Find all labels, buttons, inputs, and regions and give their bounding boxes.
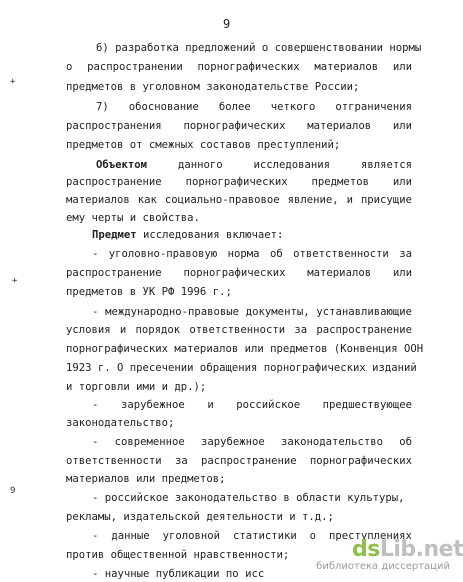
text-line [66,176,412,189]
text-segment: материалов [66,194,130,206]
text-segment: против общественной нравственности; [66,549,290,561]
text-line [66,511,412,524]
bold-term: Предмет [92,229,137,241]
text-segment: предметов от смежных составов преступлений; [66,139,341,151]
text-segment: порнографических [183,267,286,279]
text-segment: условия [66,324,111,336]
text-segment: распространение [200,455,297,467]
text-segment: или [392,176,412,188]
text-segment: материалов [307,120,372,132]
text-segment: ответственности [189,324,286,336]
text-segment: - [92,399,99,411]
text-line [66,120,412,133]
text-segment: распространение [66,267,162,279]
text-line [92,229,412,242]
text-line [66,81,412,94]
text-segment: законодательство; [66,417,175,429]
text-segment: устанавливающие [316,306,412,318]
text-segment: зарубежное [200,436,265,448]
text-line [96,101,412,114]
text-line [66,324,412,337]
text-segment: - [92,568,99,580]
text-segment: порнографических материалов или предметов (Конвенция ООН [66,343,424,355]
text-segment: присущие [360,194,412,206]
watermark-subtitle: библиотека диссертаций [316,561,450,572]
text-segment: об [269,248,283,260]
text-segment: ответственности [293,248,389,260]
text-segment: предметов в уголовном законодательстве России; [66,81,360,93]
page-number: 9 [223,17,231,31]
text-line [96,159,412,172]
text-segment: статистики [232,530,297,542]
margin-mark: + [12,276,18,286]
text-line [96,42,422,55]
text-segment: - [92,248,99,260]
text-segment: рекламы, издательской деятельности и т.д.; [66,511,334,523]
text-segment: предметов [311,176,369,188]
text-segment: отграничения [335,101,412,113]
text-segment: Предмет исследования включает: [92,229,284,241]
text-segment: распространение [316,324,412,336]
text-segment: предметов в УК РФ 1996 г.; [66,286,232,298]
text-line [92,399,412,412]
text-segment: материалов [314,61,379,73]
text-line [66,286,412,299]
text-segment: за [294,324,308,336]
text-segment: порядок [135,324,181,336]
text-segment: российское [236,399,301,411]
text-segment: научные публикации по исс [104,568,265,580]
text-line [66,194,412,207]
text-segment: - [92,492,99,504]
text-segment: или [392,120,412,132]
text-line [66,267,412,280]
text-segment: 6) разработка предложений о совершенствовании нормы [96,42,422,54]
text-segment: современное [114,436,185,448]
text-line [66,362,417,375]
text-segment: данные [111,530,150,542]
text-segment: исследования [253,159,331,171]
text-segment: - [92,530,99,542]
text-line [66,417,412,430]
text-segment: законодательство [280,436,384,448]
text-segment: обоснование [128,101,199,113]
text-segment: и [207,399,214,411]
text-segment: материалов [307,267,372,279]
text-segment: за [174,455,188,467]
text-line [92,492,412,505]
text-segment: о [66,61,73,73]
dslib-watermark [316,537,463,582]
text-segment: преступлениях [329,530,412,542]
text-segment: или [392,61,412,73]
text-segment: или [392,267,412,279]
text-segment: как [137,194,157,206]
text-line [66,343,424,356]
text-segment: российское законодательство в области культуры, [104,492,405,504]
text-segment: и [119,324,127,336]
logo-rest: Lib.net [379,537,463,562]
margin-mark: + [10,77,16,87]
text-segment: предшествующее [322,399,412,411]
text-segment: 1923 г. О пресечении обращения порнографических изданий [66,362,417,374]
text-line [66,139,412,152]
text-segment: является [360,159,412,171]
text-segment: зарубежное [120,399,185,411]
text-segment: 7) [96,101,109,113]
text-segment: материалов или предметов; [66,473,226,485]
text-line [66,212,412,225]
margin-mark: 9 [10,486,16,496]
text-segment: данного [177,159,223,171]
text-segment: распространения [66,120,162,132]
text-line [92,306,412,319]
text-segment: об [399,436,412,448]
text-segment: Объектом [96,159,148,171]
text-line [66,455,412,468]
text-segment: о [309,530,317,542]
text-segment: порнографических [309,455,412,467]
text-segment: распространении [87,61,183,73]
text-segment: уголовно-правовую [108,248,218,260]
text-segment: ему черты и свойства. [66,212,200,224]
text-line [92,248,412,261]
text-segment: за [399,248,412,260]
text-line [66,381,412,394]
text-line [66,61,412,74]
text-segment: ответственности [66,455,162,467]
text-segment: явление, [287,194,339,206]
text-segment: и торговли ими и др.); [66,381,207,393]
text-segment: уголовной [162,530,220,542]
text-segment: - [92,436,99,448]
text-segment: документы, [245,306,310,318]
text-segment: социально-правовое [164,194,280,206]
text-line [66,473,412,486]
text-segment: более [218,101,251,113]
text-segment: четкого [270,101,316,113]
text-segment: международно-правовые [105,306,240,318]
text-segment: норма [227,248,260,260]
text-segment: порнографических [197,61,300,73]
dslib-logo [352,537,463,562]
text-segment: распространение [66,176,162,188]
logo-prefix: ds [352,537,380,562]
text-line [92,436,412,449]
text-segment: и [346,194,353,206]
text-segment: - [92,306,99,318]
text-segment: порнографических [185,176,288,188]
text-segment: порнографических [183,120,286,132]
